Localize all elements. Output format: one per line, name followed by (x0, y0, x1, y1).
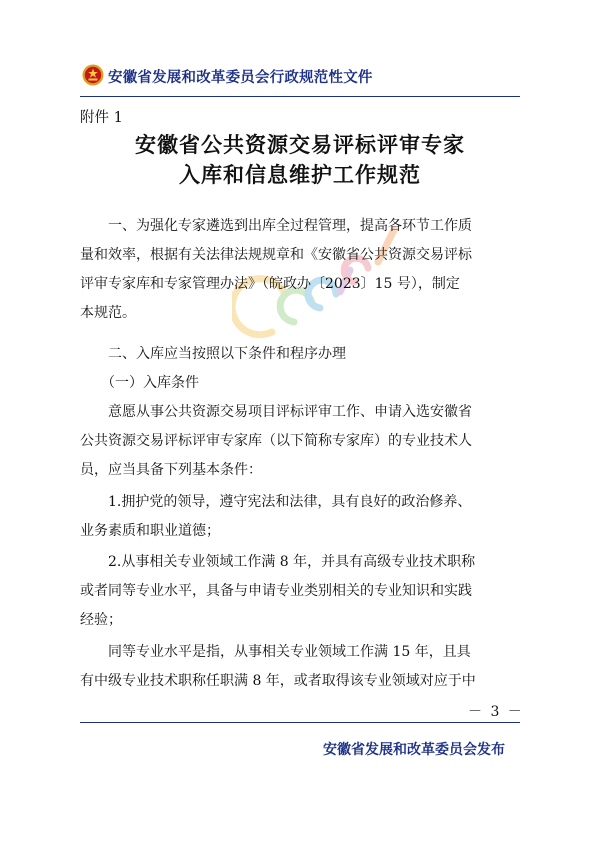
text-line: 本规范。 (80, 305, 136, 321)
text-line: 评审专家库和专家管理办法》（皖政办〔2023〕15 号），制定 (80, 276, 460, 292)
paragraph-purpose (80, 212, 520, 328)
list-item-2 (80, 548, 520, 635)
text-line: 有中级专业技术职称任职满 8 年，或者取得该专业领域对应于中 (80, 673, 476, 689)
text-line: 1.拥护党的领导，遵守宪法和法律，具有良好的政治修养、 (80, 494, 472, 510)
document-title-line1: 安徽省公共资源交易评标评审专家 (135, 133, 465, 157)
text-line: 同等专业水平是指，从事相关专业领域工作满 15 年，且具 (80, 644, 471, 660)
text-line: 员，应当具备下列基本条件： (80, 462, 262, 478)
text-line: 意愿从事公共资源交易项目评标评审工作、申请入选安徽省 (80, 404, 472, 420)
text-line: 量和效率，根据有关法律法规规章和《安徽省公共资源交易评标 (80, 247, 472, 263)
attachment-label: 附件 1 (80, 110, 123, 126)
document-title-line2: 入库和信息维护工作规范 (179, 163, 421, 187)
text-line: 经验； (80, 612, 122, 628)
header-divider (80, 96, 520, 97)
text-line: 或者同等专业水平，具备与申请专业类别相关的专业知识和实践 (80, 583, 472, 599)
footer-publisher: 安徽省发展和改革委员会发布 (323, 742, 505, 758)
paragraph-equivalent-level (80, 638, 520, 696)
national-emblem-icon (82, 64, 104, 86)
text-line: 2.从事相关专业领域工作满 8 年，并具有高级专业技术职称 (80, 554, 476, 570)
text-line: 公共资源交易评标评审专家库（以下简称专家库）的专业技术人 (80, 433, 472, 449)
text-line: （一）入库条件 (80, 375, 199, 391)
header-title: 安徽省发展和改革委员会行政规范性文件 (108, 70, 373, 86)
document-header (80, 60, 520, 100)
page-number: － 3 － (468, 704, 524, 720)
footer-divider (80, 722, 520, 723)
list-item-1 (80, 488, 520, 546)
paragraph-conditions (80, 398, 520, 485)
section-heading-2 (80, 340, 520, 369)
text-line: 一、为强化专家遴选到出库全过程管理，提高各环节工作质 (80, 218, 472, 234)
subsection-heading-1 (80, 369, 520, 398)
text-line: 业务素质和职业道德； (80, 523, 220, 539)
text-line: 二、入库应当按照以下条件和程序办理 (80, 346, 346, 362)
